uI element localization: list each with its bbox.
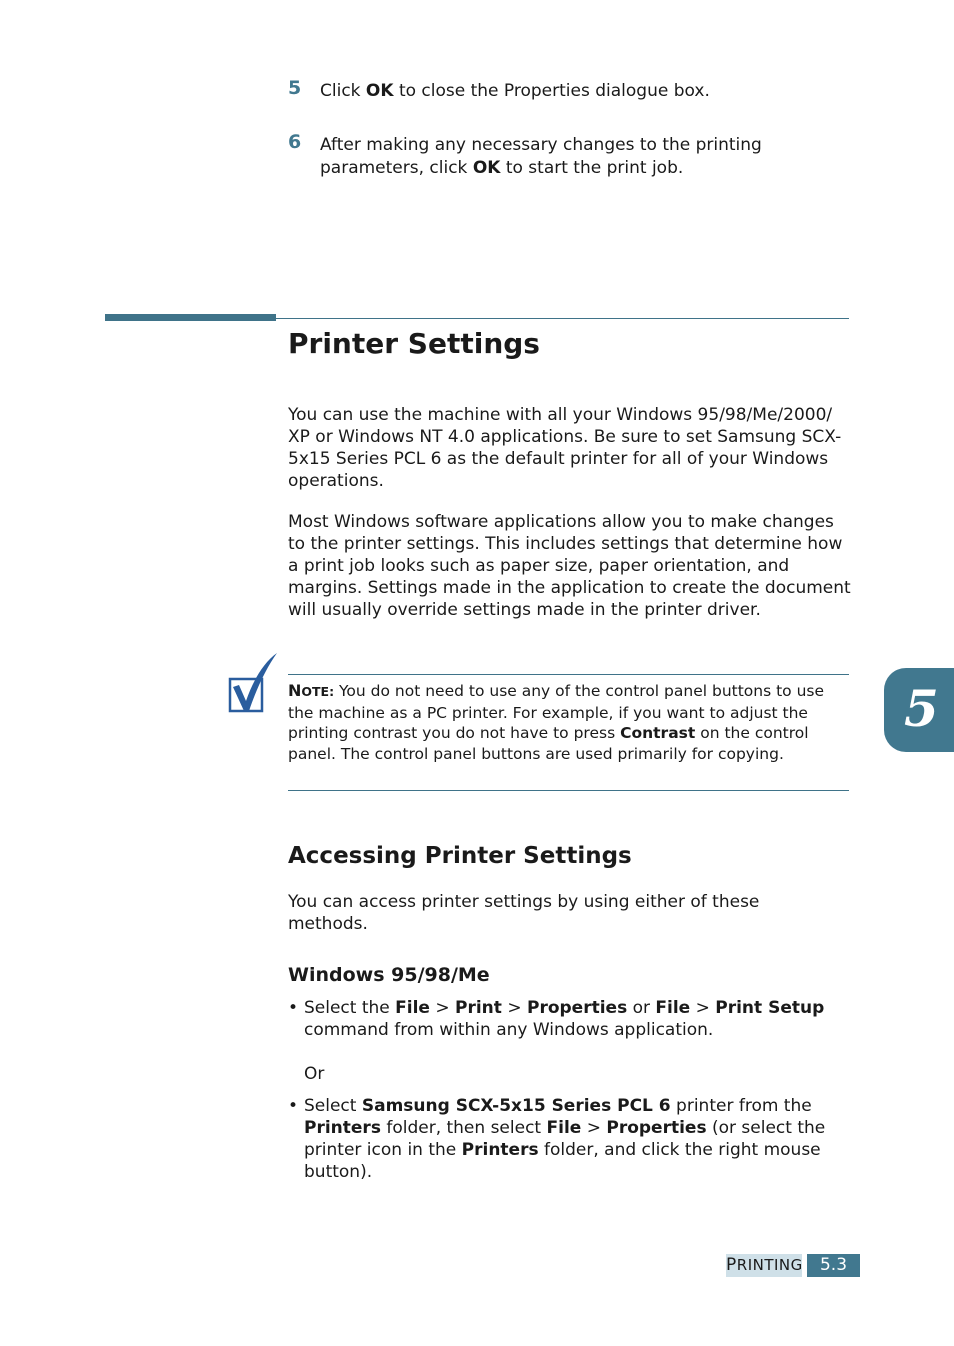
section-title: Printer Settings	[288, 327, 540, 360]
note-rule-bottom	[288, 790, 849, 791]
list-item: • Select Samsung SCX-5x15 Series PCL 6 printer from the Printers folder, then select File > Properties (or select the printer icon in the Printers folder, and click the right mouse button).	[288, 1096, 826, 1182]
chapter-number: 5	[904, 679, 939, 738]
subsection-title: Accessing Printer Settings	[288, 843, 632, 869]
step-text: After making any necessary changes to the printing parameters, click OK to start the print job.	[320, 135, 762, 178]
section-rule-thick	[105, 314, 276, 321]
chapter-tab	[884, 668, 954, 752]
footer-chapter-label: PRINTING	[726, 1255, 803, 1275]
list-item: • Select the File > Print > Properties or File > Print Setup command from within any Windows application.	[288, 998, 825, 1040]
step-number: 5	[288, 77, 302, 99]
checkmark-box-icon	[227, 651, 279, 715]
settings-paragraph: Most Windows software applications allow you to make changes to the printer settings. This includes settings that determine how a print job looks such as paper size, paper orientation, and margins. Settings made in the application to create the document will usually override settings made in the printer driver.	[288, 512, 851, 620]
step-6	[288, 131, 848, 180]
subsection-intro: You can access printer settings by using either of these methods.	[288, 892, 760, 934]
page-number: 5.3	[807, 1254, 860, 1277]
note-text: NOTE: You do not need to use any of the control panel buttons to use the machine as a PC printer. For example, if you want to adjust the printing contrast you do not have to press Contrast on the control panel. The control panel buttons are used primarily for copying.	[288, 681, 825, 763]
windows-heading: Windows 95/98/Me	[288, 964, 490, 986]
bullet-icon: •	[288, 1096, 299, 1116]
section-rule-thin	[276, 318, 849, 319]
step-5	[288, 77, 848, 103]
step-number: 6	[288, 131, 302, 153]
note-rule-top	[288, 674, 849, 675]
step-text: Click OK to close the Properties dialogue box.	[320, 81, 710, 101]
intro-paragraph: You can use the machine with all your Windows 95/98/Me/2000/ XP or Windows NT 4.0 applications. Be sure to set Samsung SCX-5x15 Series PCL 6 as the default printer for all of your Windows operations.	[288, 405, 842, 491]
or-text: Or	[304, 1064, 325, 1084]
note-label: NOTE:	[288, 681, 335, 700]
bullet-icon: •	[288, 998, 299, 1018]
